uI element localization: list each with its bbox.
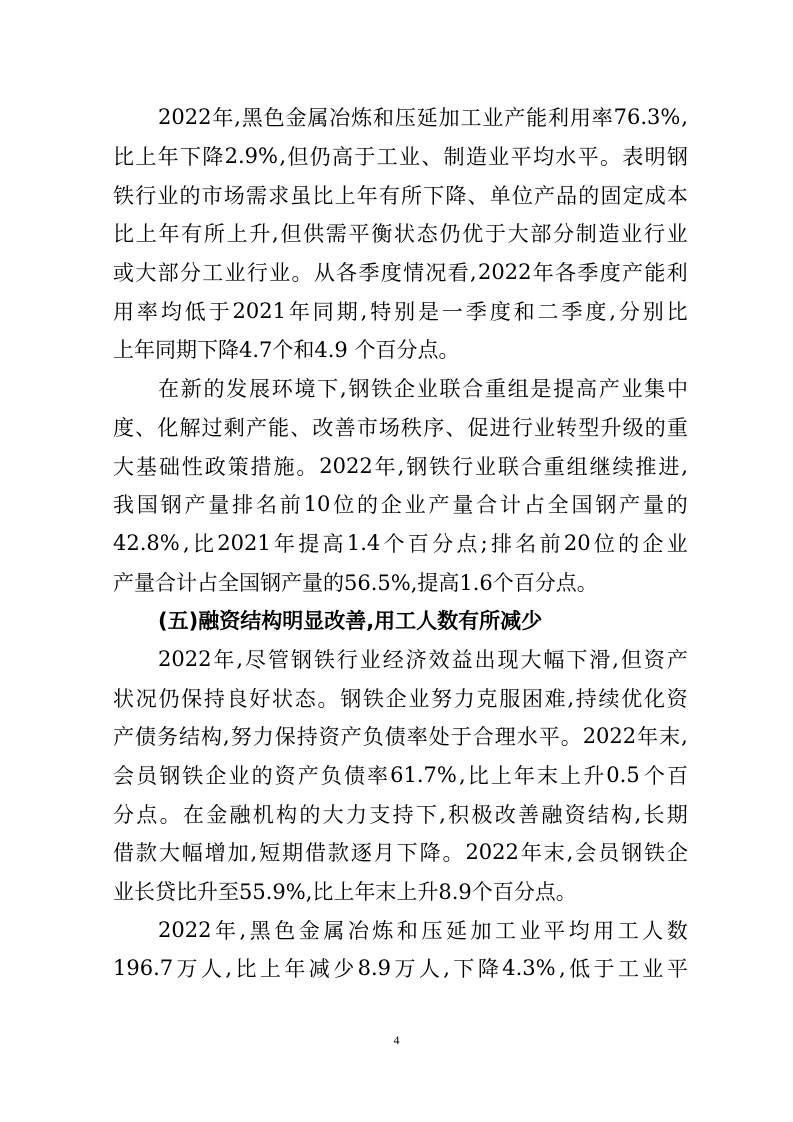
text-line: 分 点 。 在 金 融 机 构 的 大 力 支 持 下 , 积 极 改 善 融 资 结 构 , 长 期 (113, 801, 688, 827)
text-line: 状 况 仍 保 持 良 好 状 态 。 钢 铁 企 业 努 力 克 服 困 难 , 持 续 优 化 资 (113, 685, 688, 711)
text-line: 比 上 年 下 降 2.9% , 但 仍 高 于 工 业 、 制 造 业 平 均 水 平 。 表 明 钢 (113, 144, 688, 170)
text-line: 196.7 万 人 , 比 上 年 减 少 8.9 万 人 , 下 降 4.3% , 低 于 工 业 平 (113, 956, 688, 982)
body-text (113, 98, 688, 988)
text-line: 用 率 均 低 于 2021 年 同 期 , 特 别 是 一 季 度 和 二 季 度 , 分 别 比 (113, 298, 688, 324)
text-line: 比 上 年 有 所 上 升 , 但 供 需 平 衡 状 态 仍 优 于 大 部 分 制 造 业 行 业 (113, 221, 688, 247)
text-line: 2022 年 , 尽 管 钢 铁 行 业 经 济 效 益 出 现 大 幅 下 滑 , 但 资 产 (158, 646, 688, 672)
text-line: 会 员 钢 铁 企 业 的 资 产 负 债 率 61.7% , 比 上 年 末 上 升 0.5 个 百 (113, 763, 688, 789)
text-line: 产 债 务 结 构 , 努 力 保 持 资 产 负 债 率 处 于 合 理 水 平 。 2022 年 末 , (113, 724, 688, 750)
text-line: 业长贷比升至55.9%,比上年末上升8.9个百分点。 (113, 880, 577, 905)
text-line: 2022 年 , 黑 色 金 属 冶 炼 和 压 延 加 工 业 平 均 用 工 人 数 (158, 917, 688, 943)
text-line: 42.8% , 比 2021 年 提 高 1.4 个 百 分 点 ; 排 名 前 20 位 的 企 业 (113, 530, 688, 556)
text-line: 或 大 部 分 工 业 行 业 。 从 各 季 度 情 况 看 , 2022 年 各 季 度 产 能 利 (113, 260, 688, 286)
text-line: 度 、 化 解 过 剩 产 能 、 改 善 市 场 秩 序 、 促 进 行 业 转 型 升 级 的 重 (113, 415, 688, 440)
text-line: 产量合计占全国钢产量的56.5%,提高1.6个百分点。 (113, 570, 598, 595)
text-line: 2022 年 , 黑 色 金 属 冶 炼 和 压 延 加 工 业 产 能 利 用 率 76.3% , (158, 105, 688, 131)
text-line: 借 款 大 幅 增 加 , 短 期 借 款 逐 月 下 降 。 2022 年 末 , 会 员 钢 铁 企 (113, 840, 688, 866)
text-line: 铁 行 业 的 市 场 需 求 虽 比 上 年 有 所 下 降 、 单 位 产 品 的 固 定 成 本 (113, 183, 688, 208)
text-line: 上年同期下降4.7个和4.9 个百分点。 (113, 338, 460, 363)
text-line: 大 基 础 性 政 策 措 施 。 2022 年 , 钢 铁 行 业 联 合 重 组 继 续 推 进 , (113, 453, 688, 479)
page-number: 4 (393, 1033, 400, 1047)
section-heading: (五)融资结构明显改善,用工人数有所减少 (158, 609, 543, 634)
text-line: 我 国 钢 产 量 排 名 前 10 位 的 企 业 产 量 合 计 占 全 国 钢 产 量 的 (113, 492, 688, 518)
text-line: 在 新 的 发 展 环 境 下 , 钢 铁 企 业 联 合 重 组 是 提 高 产 业 集 中 (158, 376, 688, 402)
